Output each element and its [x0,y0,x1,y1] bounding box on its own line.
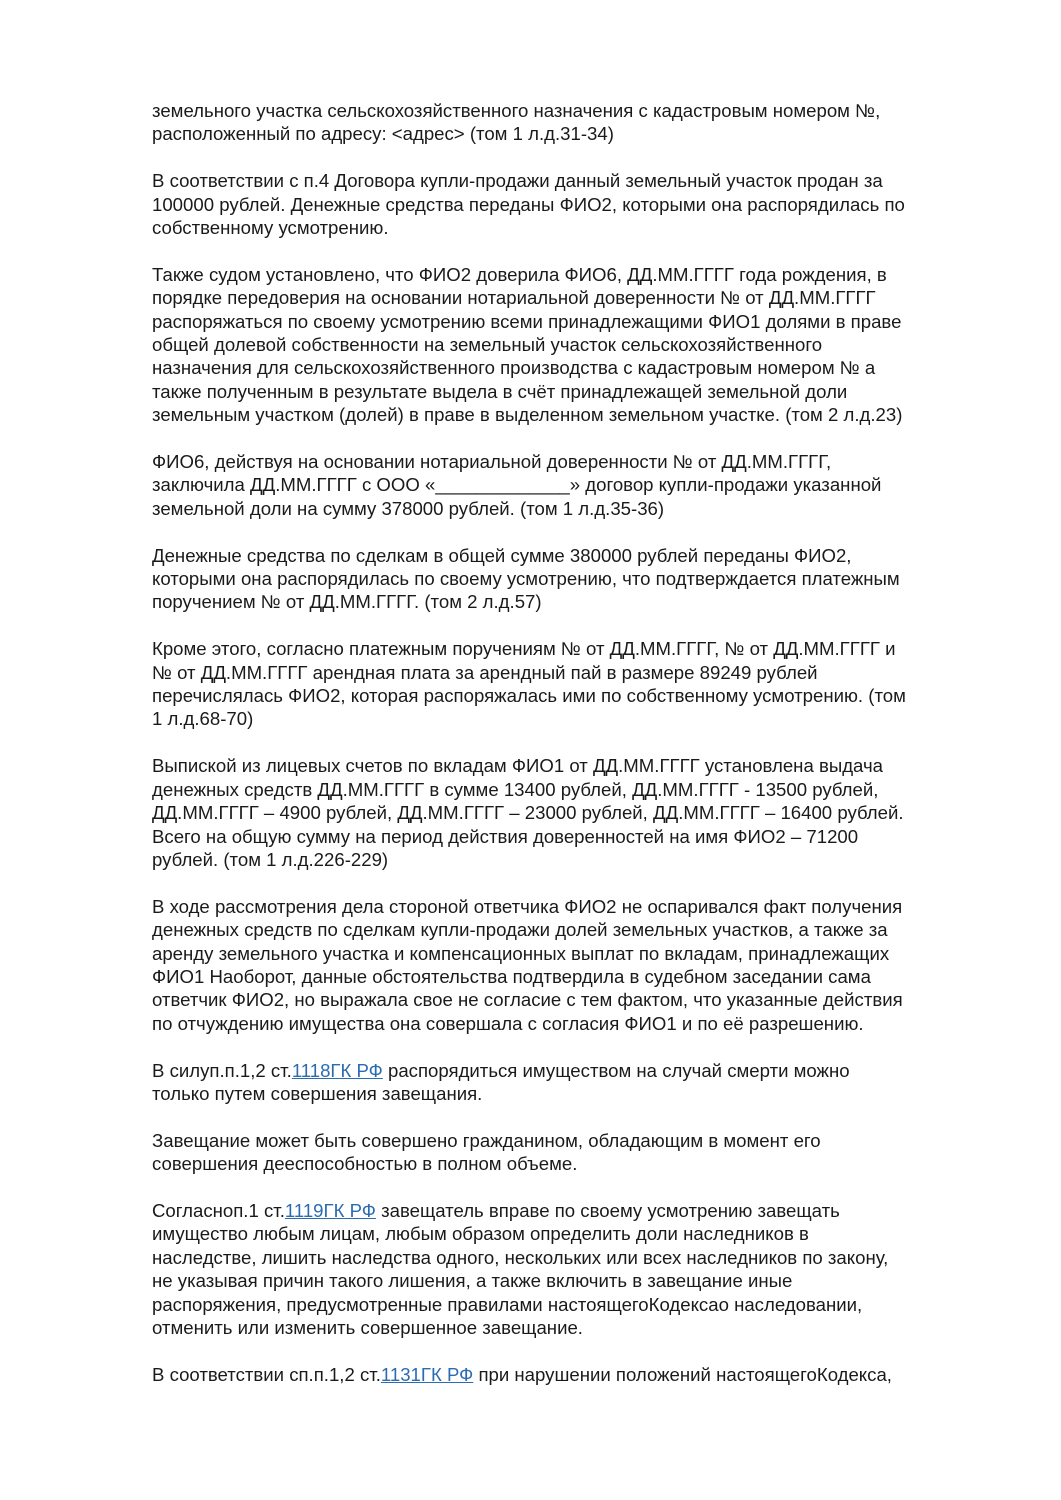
text-line [152,1363,992,1386]
text-line [152,1293,992,1316]
text-line [152,801,992,824]
text-segment: Также судом установлено, что ФИО2 доверила ФИО6, ДД.ММ.ГГГГ года рождения, в [152,263,887,285]
text-line [152,778,992,801]
text-line [152,99,992,122]
text-line [152,497,992,520]
text-segment: собственному усмотрению. [152,217,389,239]
text-line [152,263,992,286]
text-line [152,825,992,848]
text-segment: поручением № от ДД.ММ.ГГГГ. (том 2 л.д.57) [152,591,542,613]
text-line [152,193,992,216]
text-line [152,380,992,403]
text-segment: ДД.ММ.ГГГГ – 4900 рублей, ДД.ММ.ГГГГ – 23000 рублей, ДД.ММ.ГГГГ – 16400 рублей. [152,802,904,824]
text-segment: рублей. (том 1 л.д.226-229) [152,848,389,870]
law-article-link[interactable]: 1131ГК РФ [380,1363,474,1385]
text-segment: при нарушении положений настоящегоКодекса, [473,1363,892,1385]
text-segment: земельного участка сельскохозяйственного назначения с кадастровым номером №, [152,100,881,121]
text-segment: денежных средств ДД.ММ.ГГГГ в сумме 13400 рублей, ДД.ММ.ГГГГ - 13500 рублей, [152,778,879,800]
text-line [152,122,992,145]
text-line [152,356,992,379]
paragraph [152,1199,992,1339]
text-segment: заключила ДД.ММ.ГГГГ с ООО «_____________» договор купли-продажи указанной [152,474,882,496]
text-segment: В соответствии сп.п.1,2 ст. [152,1363,381,1385]
text-line [152,1269,992,1292]
text-line [152,1129,992,1152]
paragraph [152,263,992,427]
document-body [152,99,992,1410]
text-segment: перечислялась ФИО2, которая распоряжалась ими по собственному усмотрению. (том [152,685,906,707]
text-segment: ФИО6, действуя на основании нотариальной доверенности № от ДД.ММ.ГГГГ, [152,451,832,473]
text-segment: расположенный по адресу: <адрес> (том 1 л.д.31-34) [152,123,614,145]
text-line [152,1059,992,1082]
paragraph [152,754,992,871]
text-line [152,590,992,613]
text-line [152,988,992,1011]
text-segment: которыми она распорядилась по своему усмотрению, что подтверждается платежным [152,568,900,590]
text-segment: также полученным в результате выдела в счёт принадлежащей земельной доли [152,380,848,402]
text-line [152,333,992,356]
text-segment: назначения для сельскохозяйственного производства с кадастровым номером № а [152,357,876,379]
text-line [152,661,992,684]
text-line [152,637,992,660]
text-segment: завещатель вправе по своему усмотрению завещать [375,1199,840,1221]
text-segment: № от ДД.ММ.ГГГГ арендная плата за арендный пай в размере 89249 рублей [152,661,818,683]
text-segment: ФИО1 Наоборот, данные обстоятельства подтвердила в судебном заседании сама [152,965,871,987]
text-segment: Согласноп.1 ст. [152,1199,285,1221]
text-line [152,286,992,309]
paragraph [152,99,992,146]
text-line [152,918,992,941]
text-line [152,1199,992,1222]
text-line [152,169,992,192]
text-line [152,1246,992,1269]
text-line [152,684,992,707]
text-line [152,473,992,496]
text-line [152,1316,992,1339]
text-line [152,1012,992,1035]
text-line [152,895,992,918]
paragraph [152,1363,992,1386]
text-segment: В соответствии с п.4 Договора купли-продажи данный земельный участок продан за [152,170,883,192]
law-article-link[interactable]: 1118ГК РФ [291,1059,383,1081]
text-segment: Завещание может быть совершено гражданином, обладающим в момент его [152,1129,821,1151]
text-segment: наследстве, лишить наследства одного, нескольких или всех наследников по закону, [152,1246,889,1268]
paragraph [152,450,992,520]
text-segment: общей долевой собственности на земельный участок сельскохозяйственного [152,334,823,356]
text-line [152,310,992,333]
paragraph [152,1129,992,1176]
text-segment: отменить или изменить совершенное завещание. [152,1316,583,1338]
text-line [152,1082,992,1105]
text-line [152,1152,992,1175]
text-line [152,942,992,965]
text-segment: земельной доли на сумму 378000 рублей. (том 1 л.д.35-36) [152,497,665,519]
text-segment: Денежные средства по сделкам в общей сумме 380000 рублей переданы ФИО2, [152,544,852,566]
text-segment: денежных средств по сделкам купли-продажи долей земельных участков, а также за [152,919,888,941]
text-segment: по отчуждению имущества она совершала с согласия ФИО1 и по её разрешению. [152,1012,864,1034]
text-segment: 100000 рублей. Денежные средства переданы ФИО2, которыми она распорядилась по [152,193,905,215]
text-line [152,450,992,473]
text-line [152,965,992,988]
paragraph [152,895,992,1035]
paragraph [152,544,992,614]
text-segment: земельным участком (долей) в праве в выделенном земельном участке. (том 2 л.д.23) [152,404,903,426]
text-line [152,1222,992,1245]
text-line [152,216,992,239]
text-line [152,707,992,730]
text-line [152,403,992,426]
text-segment: В силуп.п.1,2 ст. [152,1059,292,1081]
text-line [152,567,992,590]
text-segment: 1 л.д.68-70) [152,708,254,730]
text-segment: Кроме этого, согласно платежным поручениям № от ДД.ММ.ГГГГ, № от ДД.ММ.ГГГГ и [152,638,896,660]
text-segment: только путем совершения завещания. [152,1082,483,1104]
text-segment: Всего на общую сумму на период действия доверенностей на имя ФИО2 – 71200 [152,825,859,847]
paragraph [152,1059,992,1106]
text-segment: В ходе рассмотрения дела стороной ответчика ФИО2 не оспаривался факт получения [152,895,903,917]
law-article-link[interactable]: 1119ГК РФ [284,1199,376,1221]
paragraph [152,169,992,239]
text-segment: ответчик ФИО2, но выражала свое не согласие с тем фактом, что указанные действия [152,989,903,1011]
text-segment: имущество любым лицам, любым образом определить доли наследников в [152,1223,809,1245]
text-segment: совершения дееспособностью в полном объеме. [152,1153,578,1175]
text-segment: распоряжаться по своему усмотрению всеми принадлежащими ФИО1 долями в праве [152,310,902,332]
text-line [152,754,992,777]
text-line [152,848,992,871]
text-segment: распоряжения, предусмотренные правилами настоящегоКодексао наследовании, [152,1293,863,1315]
text-segment: распорядиться имуществом на случай смерти можно [382,1059,850,1081]
paragraph [152,637,992,731]
text-line [152,544,992,567]
text-segment: не указывая причин такого лишения, а также включить в завещание иные [152,1270,793,1292]
text-segment: аренду земельного участка и компенсационных выплат по вкладам, принадлежащих [152,942,890,964]
text-segment: Выпиской из лицевых счетов по вкладам ФИО1 от ДД.ММ.ГГГГ установлена выдача [152,755,884,777]
text-segment: порядке передоверия на основании нотариальной доверенности № от ДД.ММ.ГГГГ [152,287,876,309]
